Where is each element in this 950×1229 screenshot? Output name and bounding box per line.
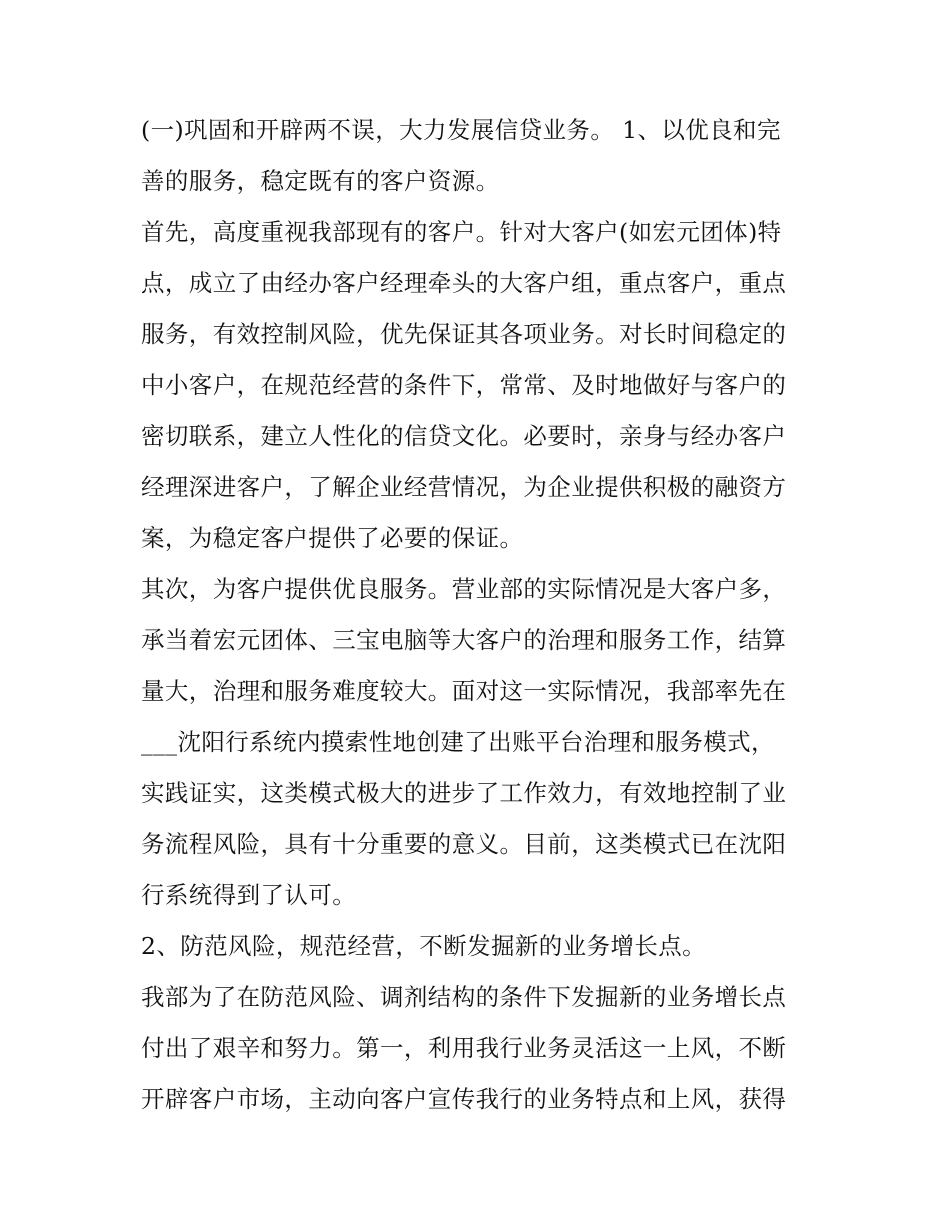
text-line: 首先，高度重视我部现有的客户。针对大客户(如宏元团体)特 <box>141 218 782 246</box>
text-line: ___沈阳行系统内摸索性地创建了出账平台治理和服务模式， <box>141 728 775 756</box>
text-line: 实践证实，这类模式极大的进步了工作效力，有效地控制了业 <box>141 779 787 807</box>
text-line: 密切联系，建立人性化的信贷文化。必要时，亲身与经办客户 <box>141 422 787 450</box>
text-line: 中小客户，在规范经营的条件下，常常、及时地做好与客户的 <box>141 371 787 399</box>
text-line: 我部为了在防范风险、调剂结构的条件下发掘新的业务增长点 <box>141 983 787 1011</box>
text-line: 点，成立了由经办客户经理牵头的大客户组，重点客户，重点 <box>141 269 787 297</box>
text-line: 2、防范风险，规范经营，不断发掘新的业务增长点。 <box>141 932 707 960</box>
text-line: 付出了艰辛和努力。第一，利用我行业务灵活这一上风，不断 <box>141 1034 787 1062</box>
text-line: 服务，有效控制风险，优先保证其各项业务。对长时间稳定的 <box>141 320 787 348</box>
text-line: 经理深进客户，了解企业经营情况，为企业提供积极的融资方 <box>141 473 787 501</box>
text-line: 行系统得到了认可。 <box>141 881 357 909</box>
text-line: 量大，治理和服务难度较大。面对这一实际情况，我部率先在 <box>141 677 787 705</box>
text-line: 承当着宏元团体、三宝电脑等大客户的治理和服务工作，结算 <box>141 626 787 654</box>
text-line: 其次，为客户提供优良服务。营业部的实际情况是大客户多， <box>141 575 787 603</box>
text-line: 善的服务，稳定既有的客户资源。 <box>141 167 500 195</box>
text-line: 务流程风险，具有十分重要的意义。目前，这类模式已在沈阳 <box>141 830 787 858</box>
text-line: 开辟客户市场，主动向客户宣传我行的业务特点和上风，获得 <box>141 1085 787 1113</box>
text-line: (一)巩固和开辟两不误，大力发展信贷业务。 1、以优良和完 <box>141 116 781 144</box>
text-line: 案，为稳定客户提供了必要的保证。 <box>141 524 524 552</box>
